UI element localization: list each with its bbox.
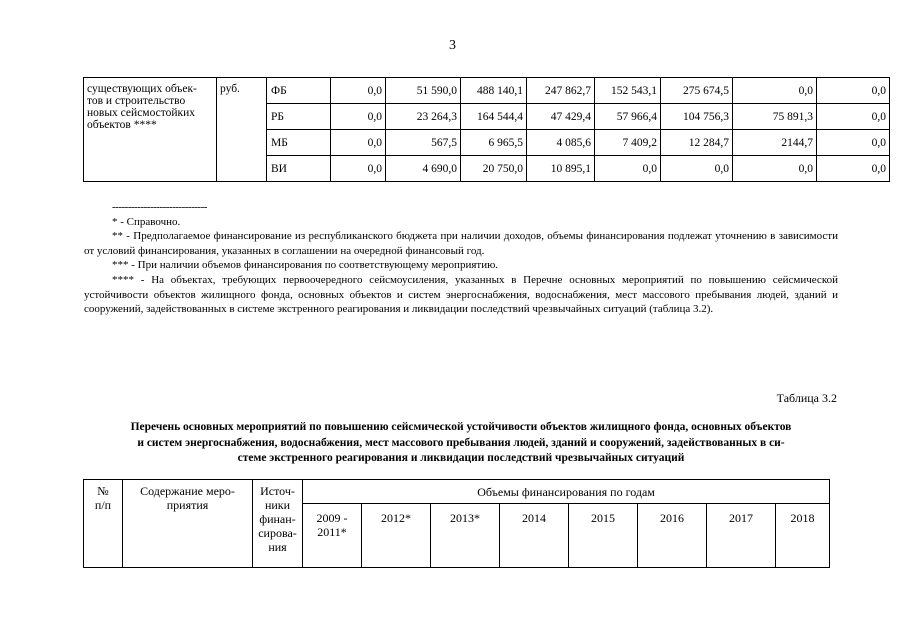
header-line: ники	[264, 498, 291, 512]
continuation-table-body	[84, 78, 890, 182]
year-header-cell: 2018	[776, 504, 830, 568]
value-cell: 0,0	[817, 156, 890, 182]
table-row	[84, 78, 890, 104]
value-cell: 488 140,1	[461, 78, 527, 104]
value-cell: 12 284,7	[661, 130, 733, 156]
value-cell: 0,0	[331, 104, 386, 130]
table-label: Таблица 3.2	[776, 391, 837, 405]
description-line: объектов ****	[87, 119, 157, 131]
value-cell: 0,0	[331, 130, 386, 156]
value-cell: 4 085,6	[527, 130, 595, 156]
value-cell: 57 966,4	[595, 104, 661, 130]
value-cell: 51 590,0	[386, 78, 461, 104]
funding-source-cell: ВИ	[267, 156, 331, 182]
year-header-cell: 2013*	[431, 504, 500, 568]
year-line: 2011*	[317, 525, 347, 539]
value-cell: 20 750,0	[461, 156, 527, 182]
funding-source-cell: МБ	[267, 130, 331, 156]
value-cell: 567,5	[386, 130, 461, 156]
description-line: тов и строительство	[87, 95, 186, 107]
value-cell: 247 862,7	[527, 78, 595, 104]
footnote-separator: ------------------------------	[112, 201, 207, 213]
year-header-cell: 2016	[638, 504, 707, 568]
header-line: №	[97, 484, 109, 498]
value-cell: 4 690,0	[386, 156, 461, 182]
page-number: 3	[449, 38, 456, 53]
value-cell: 0,0	[817, 104, 890, 130]
funding-by-year-header: Объемы финансирования по годам	[303, 480, 830, 504]
measure-description-cell	[84, 78, 217, 182]
value-cell: 10 895,1	[527, 156, 595, 182]
year-header-cell	[303, 504, 362, 568]
value-cell: 164 544,4	[461, 104, 527, 130]
table-title-line: Перечень основных мероприятий по повышению сейсмической устойчивости объектов жилищного фонда, основных объектов	[130, 421, 792, 433]
table-title	[84, 420, 838, 467]
value-cell: 0,0	[595, 156, 661, 182]
header-line: Источ-	[260, 484, 295, 498]
year-line: 2009 -	[316, 511, 348, 525]
value-cell: 7 409,2	[595, 130, 661, 156]
value-cell: 47 429,4	[527, 104, 595, 130]
value-cell: 152 543,1	[595, 78, 661, 104]
value-cell: 0,0	[817, 78, 890, 104]
footnote: **** - На объектах, требующих первоочередного сейсмоусиления, указанных в Перечне основных мероприятий по повышению сейсмической устойчивости объектов жилищного фонда, основных объектов и систем энергоснабжения, водоснабжения, мест массового пребывания людей, зданий и сооружений, задействованных в системе экстренного реагирования и ликвидации последствий чрезвычайных ситуаций (таблица 3.2).	[84, 273, 838, 316]
funding-source-cell: РБ	[267, 104, 331, 130]
year-header-cell: 2012*	[362, 504, 431, 568]
value-cell: 0,0	[661, 156, 733, 182]
header-row	[84, 480, 830, 504]
year-header-cell: 2015	[569, 504, 638, 568]
unit-cell: руб.	[217, 78, 267, 182]
year-header-cell: 2017	[707, 504, 776, 568]
value-cell: 2144,7	[733, 130, 817, 156]
value-cell: 104 756,3	[661, 104, 733, 130]
header-line: ния	[268, 540, 287, 554]
number-header-cell	[84, 480, 123, 568]
header-line: сирова-	[258, 526, 297, 540]
content-header-cell	[123, 480, 253, 568]
source-header-cell	[253, 480, 303, 568]
value-cell: 6 965,5	[461, 130, 527, 156]
year-header-cell: 2014	[500, 504, 569, 568]
header-line: Содержание меро-	[140, 484, 235, 498]
value-cell: 0,0	[733, 156, 817, 182]
value-cell: 0,0	[817, 130, 890, 156]
table-title-line: и систем энергоснабжения, водоснабжения, мест массового пребывания людей, зданий и сооружений, задействованных в си-	[137, 436, 785, 449]
value-cell: 275 674,5	[661, 78, 733, 104]
header-line: финан-	[259, 512, 296, 526]
header-line: п/п	[94, 498, 112, 512]
continuation-funding-table	[83, 77, 890, 182]
value-cell: 0,0	[331, 78, 386, 104]
funding-source-cell: ФБ	[267, 78, 331, 104]
value-cell: 75 891,3	[733, 104, 817, 130]
value-cell: 0,0	[331, 156, 386, 182]
table-title-line: стеме экстренного реагирования и ликвидации последствий чрезвычайных ситуаций	[237, 452, 685, 464]
value-cell: 0,0	[733, 78, 817, 104]
footnote: *** - При наличии объемов финансирования по соответствующему мероприятию.	[112, 259, 499, 272]
footnotes	[84, 200, 838, 317]
footnote: ** - Предполагаемое финансирование из республиканского бюджета при наличии доходов, объемы финансирования подлежат уточнению в зависимости от условий финансирования, указанных в соглашении на очередной финансовый год.	[84, 230, 838, 257]
header-line: приятия	[166, 498, 209, 512]
description-line: новых сейсмостойких	[87, 107, 195, 119]
measures-table-header	[83, 479, 830, 568]
description-line: существующих объек-	[87, 83, 197, 95]
footnote: * - Справочно.	[112, 215, 181, 228]
value-cell: 23 264,3	[386, 104, 461, 130]
